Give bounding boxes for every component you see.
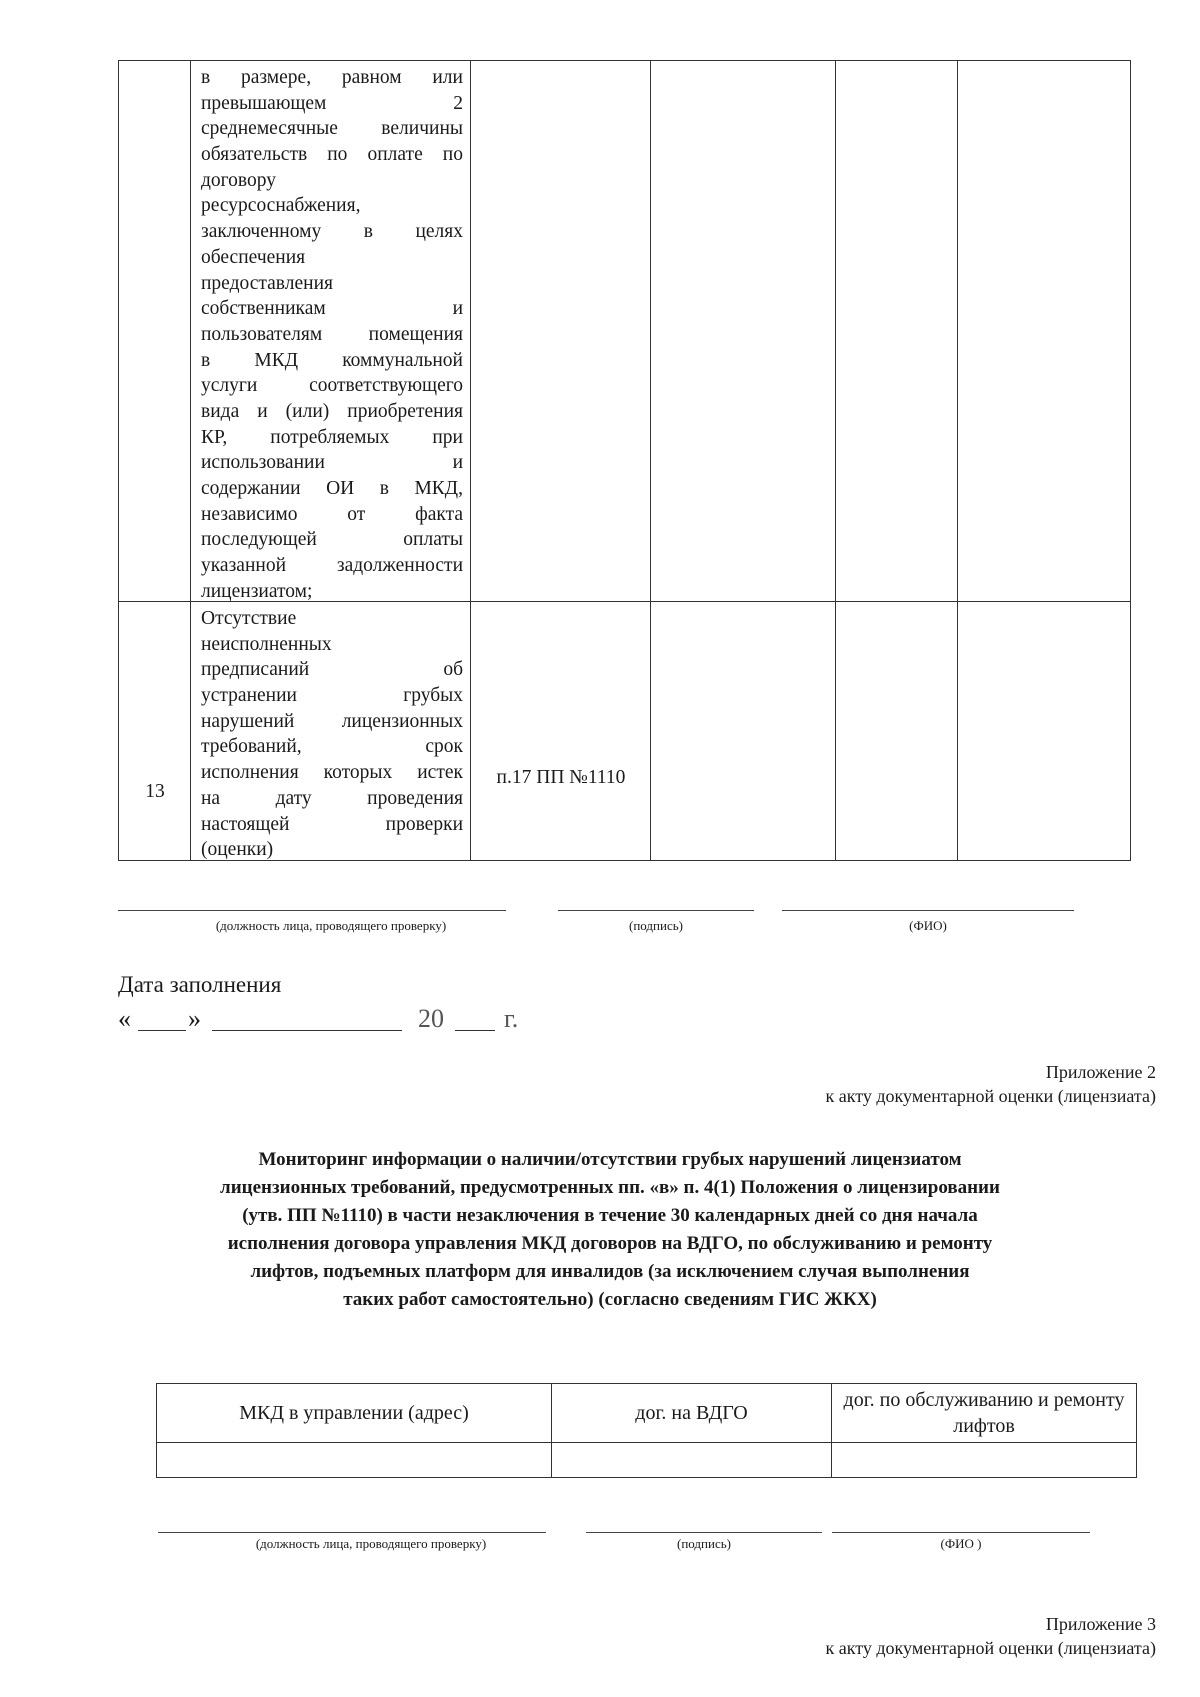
table-cell [157, 1443, 552, 1478]
table-cell [958, 602, 1131, 861]
text-line: собственникам и [201, 298, 463, 320]
position-signature-line [118, 910, 506, 911]
appendix3-title: Приложение 3 [1045, 1614, 1156, 1634]
row-number: 13 [145, 781, 165, 802]
text-line: последующей оплаты [201, 529, 463, 551]
table-cell [651, 61, 836, 602]
name-signature-line [832, 1532, 1090, 1533]
text-line: в МКД коммунальной [201, 349, 463, 371]
year-prefix: 20 [418, 1004, 444, 1033]
text-line: указанной задолженности [201, 555, 463, 577]
header-address: МКД в управлении (адрес) [157, 1384, 552, 1443]
name-signature-line [782, 910, 1074, 911]
header-elevators: дог. по обслуживанию и ремонту лифтов [832, 1384, 1137, 1443]
text-line: (оценки) [201, 839, 274, 861]
text-line: неисполненных [201, 633, 332, 655]
month-blank-line [212, 1030, 402, 1031]
signature-line [586, 1532, 822, 1533]
date-open-quote: « [118, 1004, 131, 1033]
appendix2-title: Приложение 2 [1045, 1062, 1156, 1082]
table-cell [958, 61, 1131, 602]
text-line: на дату проведения [201, 787, 463, 809]
text-line: услуги соответствующего [201, 375, 463, 397]
text-line: среднемесячные величины [201, 118, 463, 140]
name-caption: (ФИО) [909, 918, 947, 933]
appendix2-header [826, 1060, 1156, 1108]
title-line: лифтов, подъемных платформ для инвалидов (за исключением случая выполнения [250, 1261, 970, 1282]
text-line: Отсутствие [201, 608, 297, 629]
table-cell [836, 61, 958, 602]
appendix3-header [826, 1612, 1156, 1660]
signature-caption: (подпись) [677, 1536, 731, 1551]
text-line: КР, потребляемых при [201, 426, 463, 448]
title-line: таких работ самостоятельно) (согласно сведениям ГИС ЖКХ) [343, 1289, 877, 1310]
text-line: нарушений лицензионных [201, 710, 463, 732]
text-line: использовании и [201, 452, 463, 474]
text-line: обеспечения [201, 246, 306, 268]
license-check-table [118, 60, 1131, 861]
row12-requirement-text [201, 65, 463, 604]
legal-reference: п.17 ПП №1110 [496, 767, 626, 788]
text-line: обязательств по оплате по [201, 144, 463, 166]
table-cell [552, 1443, 832, 1478]
text-line: содержании ОИ в МКД, [201, 478, 463, 499]
title-line: Мониторинг информации о наличии/отсутствии грубых нарушений лицензиатом [258, 1149, 962, 1170]
text-line: в размере, равном или [201, 67, 463, 88]
appendix3-subtitle: к акту документарной оценки (лицензиата) [825, 1638, 1156, 1658]
text-line: заключенному в целях [201, 221, 463, 243]
title-line: исполнения договора управления МКД договоров на ВДГО, по обслуживанию и ремонту [227, 1233, 993, 1254]
date-label: Дата заполнения [118, 972, 282, 997]
position-caption: (должность лица, проводящего проверку) [255, 1536, 487, 1551]
text-line: настоящей проверки [201, 813, 463, 835]
text-line: вида и (или) приобретения [201, 400, 463, 422]
table-cell [832, 1443, 1137, 1478]
appendix2-subtitle: к акту документарной оценки (лицензиата) [825, 1086, 1156, 1106]
title-line: лицензионных требований, предусмотренных пп. «в» п. 4(1) Положения о лицензировании [220, 1177, 1000, 1198]
text-line: устранении грубых [201, 685, 463, 707]
text-line: превышающем 2 [201, 92, 463, 114]
table-cell [471, 61, 651, 602]
text-line: лицензиатом; [201, 580, 313, 602]
table-cell [119, 61, 191, 602]
date-close-quote: » [188, 1004, 201, 1033]
text-line: независимо от факта [201, 503, 463, 525]
row13-requirement-text [201, 606, 463, 863]
position-signature-line [158, 1532, 546, 1533]
name-caption: (ФИО ) [940, 1536, 982, 1551]
table-cell [836, 602, 958, 861]
text-line: исполнения которых истек [201, 762, 463, 784]
table-cell [651, 602, 836, 861]
signature-caption: (подпись) [629, 918, 683, 933]
text-line: договору [201, 169, 277, 191]
day-blank-line [138, 1030, 186, 1031]
table-cell [471, 602, 651, 861]
text-line: ресурсоснабжения, [201, 195, 361, 217]
text-line: предоставления [201, 272, 333, 294]
text-line: предписаний об [201, 659, 463, 681]
header-vdgo: дог. на ВДГО [552, 1384, 832, 1443]
monitoring-title [100, 1146, 1120, 1314]
year-suffix: г. [504, 1004, 519, 1033]
table-cell [119, 602, 191, 861]
signature-line [558, 910, 754, 911]
text-line: требований, срок [201, 736, 463, 758]
monitoring-table [156, 1383, 1137, 1478]
position-caption: (должность лица, проводящего проверку) [215, 918, 447, 933]
year-blank-line [455, 1030, 495, 1031]
title-line: (утв. ПП №1110) в части незаключения в течение 30 календарных дней со дня начала [242, 1205, 978, 1226]
text-line: пользователям помещения [201, 323, 463, 345]
